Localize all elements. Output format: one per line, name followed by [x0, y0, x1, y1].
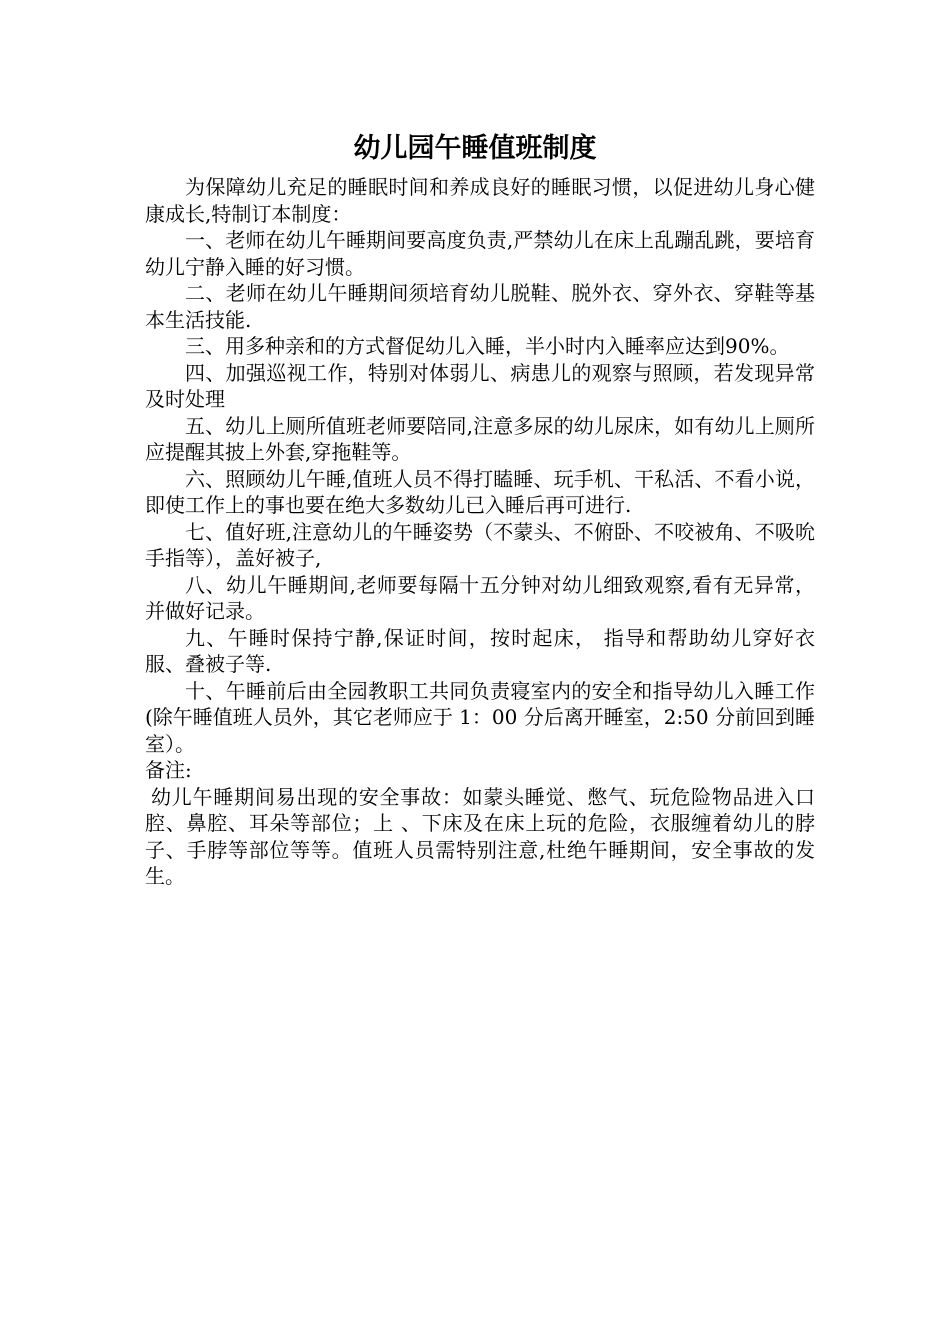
- rule-9: 九、午睡时保持宁静,保证时间，按时起床， 指导和帮助幼儿穿好衣服、叠被子等.: [145, 625, 815, 676]
- rule-6: 六、照顾幼儿午睡,值班人员不得打瞌睡、玩手机、干私活、不看小说，即使工作上的事也要在绝大多数幼儿已入睡后再可进行.: [145, 466, 815, 517]
- rule-10: 十、午睡前后由全园教职工共同负责寝室内的安全和指导幼儿入睡工作(除午睡值班人员外，其它老师应于 1：00 分后离开睡室，2:50 分前回到睡室）。: [145, 678, 815, 756]
- rule-2: 二、老师在幼儿午睡期间须培育幼儿脱鞋、脱外衣、穿外衣、穿鞋等基本生活技能.: [145, 281, 815, 332]
- rule-3: 三、用多种亲和的方式督促幼儿入睡，半小时内入睡率应达到90%。: [185, 334, 790, 358]
- note-text: 幼儿午睡期间易出现的安全事故：如蒙头睡觉、憋气、玩危险物品进入口腔、鼻腔、耳朵等部位；上 、下床及在床上玩的危险，衣服缠着幼儿的脖子、手脖等部位等等。值班人员需特别注意,杜绝午睡期间，安全事故的发生。: [145, 784, 815, 888]
- document-title: 幼儿园午睡值班制度: [353, 133, 597, 164]
- rule-8: 八、幼儿午睡期间,老师要每隔十五分钟对幼儿细致观察,看有无异常，并做好记录。: [145, 572, 815, 623]
- note-label: 备注:: [145, 758, 192, 782]
- rule-1: 一、老师在幼儿午睡期间要高度负责,严禁幼儿在床上乱蹦乱跳，要培育幼儿宁静入睡的好习惯。: [145, 228, 815, 279]
- rule-5: 五、幼儿上厕所值班老师要陪同,注意多尿的幼儿尿床，如有幼儿上厕所应提醒其披上外套,穿拖鞋等。: [145, 413, 815, 464]
- rule-4: 四、加强巡视工作，特别对体弱儿、病患儿的观察与照顾，若发现异常及时处理: [145, 360, 815, 411]
- rule-7: 七、值好班,注意幼儿的午睡姿势（不蒙头、不俯卧、不咬被角、不吸吮手指等），盖好被子,: [145, 519, 815, 570]
- document-body: [145, 174, 815, 890]
- intro-paragraph: 为保障幼儿充足的睡眠时间和养成良好的睡眠习惯，以促进幼儿身心健康成长,特制订本制度：: [145, 175, 815, 226]
